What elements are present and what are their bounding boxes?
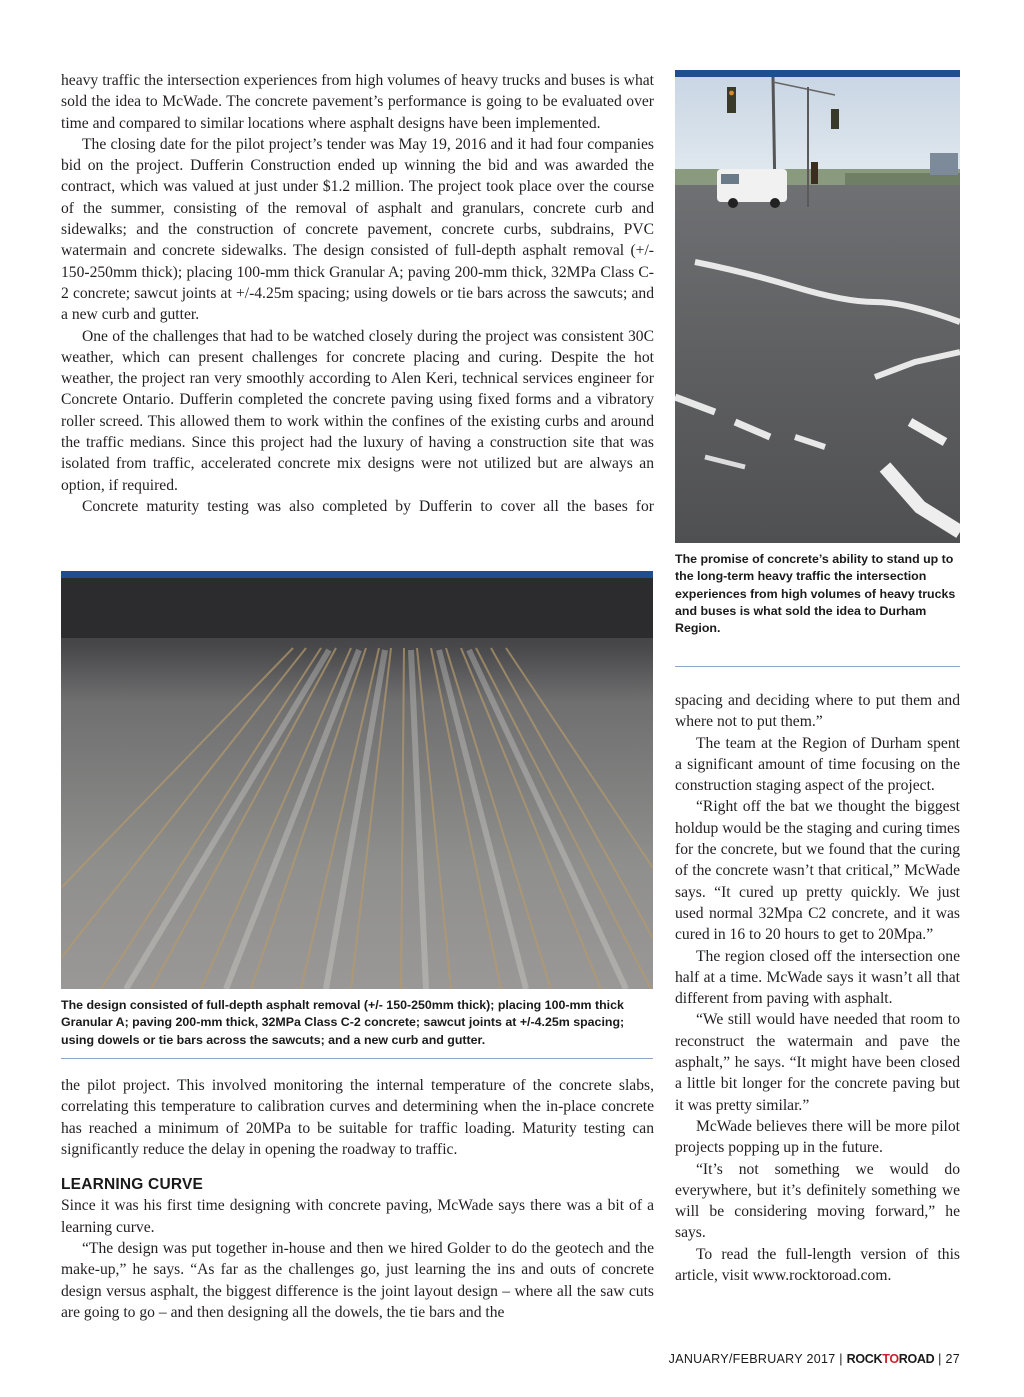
rocktoroad-logo: ROCKTOROAD xyxy=(846,1352,935,1366)
paragraph: The team at the Region of Durham spent a significant amount of time focusing on the construction staging aspect of the project. xyxy=(675,734,960,795)
section-heading: LEARNING CURVE xyxy=(61,1176,204,1194)
article-right-text xyxy=(675,690,960,1286)
paragraph: McWade believes there will be more pilot projects popping up in the future. xyxy=(675,1117,960,1157)
paragraph: heavy traffic the intersection experiences from high volumes of heavy trucks and buses is what sold the idea to McWade. The concrete pavement’s performance is going to be evaluated over time and compared to similar locations where asphalt designs have been implemented. xyxy=(61,72,654,132)
page-number: 27 xyxy=(945,1352,960,1366)
paragraph: spacing and deciding where to put them and where not to put them.” xyxy=(675,692,960,731)
footer-separator: | xyxy=(839,1352,843,1366)
paragraph: Since it was his first time designing with concrete paving, McWade says there was a bit of a learning curve. xyxy=(61,1197,654,1236)
paragraph: The region closed off the intersection one half at a time. McWade says it wasn’t all that different from paving with asphalt. xyxy=(675,947,960,1008)
photo-top-rule xyxy=(675,70,960,77)
concrete-caption: The design consisted of full-depth asphalt removal (+/- 150-250mm thick); placing 100-mm thick Granular A; paving 200-mm thick, 32MPa Class C-2 concrete; sawcut joints at +/-4.25m spacing; using dowels or tie bars across the sawcuts; and a new curb and gutter. xyxy=(61,998,625,1047)
article-bottom-text xyxy=(61,1075,654,1323)
paragraph: “The design was put together in-house and then we hired Golder to do the geotech and the make-up,” he says. “As far as the challenges go, just learning the ins and outs of concrete design versus asphalt, the biggest difference is the joint layout design – where all the saw cuts are going to go – and then designing all the dowels, the tie bars and the xyxy=(61,1240,654,1321)
photo-left-rule xyxy=(61,571,653,578)
paragraph: One of the challenges that had to be watched closely during the project was consistent 30C weather, which can present challenges for concrete placing and curing. Despite the hot weather, the project ran very smoothly according to Alen Keri, technical services engineer for Concrete Ontario. Dufferin completed the concrete paving using fixed forms and a vibratory roller screed. This allowed them to work within the confines of the existing curbs and around the traffic medians. Since this project had the luxury of having a construction site that was isolated from traffic, accelerated concrete mix designs were not utilized but are always an option, if required. xyxy=(61,327,654,494)
paragraph: Concrete maturity testing was also completed by Dufferin to cover all the bases for xyxy=(82,497,654,515)
paragraph: the pilot project. This involved monitoring the internal temperature of the concrete slabs, correlating this temperature to calibration curves and determining when the in-place concrete has reached a minimum of 20MPa to be suitable for traffic loading. Maturity testing can significantly reduce the delay in opening the roadway to traffic. xyxy=(61,1077,654,1158)
caption-divider xyxy=(675,666,960,667)
footer-separator: | xyxy=(938,1352,942,1366)
caption-divider-left xyxy=(61,1058,653,1059)
issue-date: JANUARY/FEBRUARY 2017 xyxy=(668,1352,836,1366)
paragraph: “We still would have needed that room to reconstruct the watermain and pave the asphalt,” he says. “It might have been closed a little bit longer for the concrete paving but it was pretty similar.” xyxy=(675,1011,960,1114)
page-footer xyxy=(669,1352,960,1366)
article-top-text xyxy=(61,70,654,517)
intersection-photo xyxy=(675,77,960,543)
paragraph: “It’s not something we would do everywhere, but it’s definitely something we will be considering moving forward,” he says. xyxy=(675,1160,960,1242)
paragraph: To read the full-length version of this article, visit www.rocktoroad.com. xyxy=(675,1245,960,1285)
paragraph: “Right off the bat we thought the biggest holdup would be the staging and curing times for the concrete, but we found that the curing of the concrete wasn’t that critical,” McWade says. “It cured up pretty quickly. We just used normal 32Mpa C2 concrete, and it was cured in 16 to 20 hours to get to 20Mpa.” xyxy=(675,798,960,944)
paragraph: The closing date for the pilot project’s tender was May 19, 2016 and it had four companies bid on the project. Dufferin Construction ended up winning the bid and was awarded the contract, which was valued at just under $1.2 million. The project took place over the course of the summer, consisting of the removal of asphalt and granulars, concrete curb and sidewalks; and the construction of concrete pavement, concrete curbs, subdrains, PVC watermain and concrete sidewalks. The design consisted of full-depth asphalt removal (+/- 150-250mm thick); placing 100-mm thick Granular A; paving 200-mm thick, 32MPa Class C-2 concrete; sawcut joints at +/-4.25m spacing; using dowels or tie bars across the sawcuts; and a new curb and gutter. xyxy=(61,135,654,324)
intersection-caption: The promise of concrete’s ability to stand up to the long-term heavy traffic the intersection experiences from high volumes of heavy trucks and buses is what sold the idea to Durham Region. xyxy=(675,552,956,636)
concrete-texture-photo xyxy=(61,578,653,989)
